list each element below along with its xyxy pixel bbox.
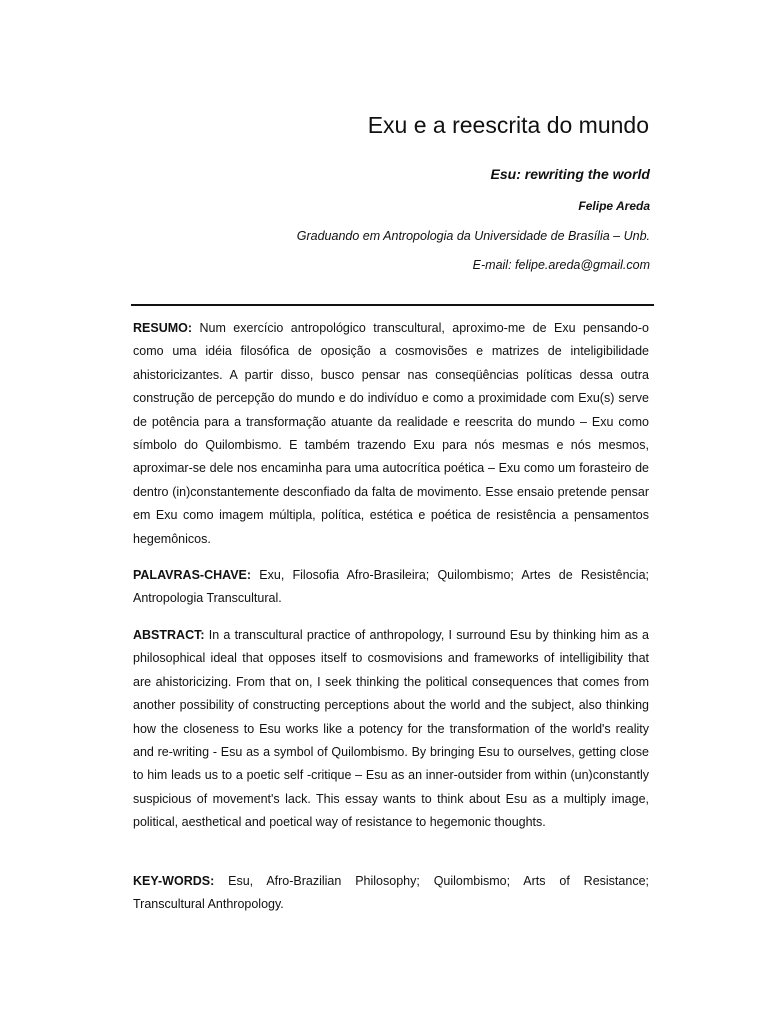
resumo-section	[133, 317, 649, 551]
resumo-text: Num exercício antropológico transcultural, aproximo-me de Exu pensando-o como uma idéia filosófica de oposição a cosmovisões e matrizes de inteligibilidade ahistoricizantes. A partir disso, busco pensar nas conseqüências políticas dessa outra construção de percepção do mundo e do indivíduo e como a proximidade com Exu(s) serve de potência para a transformação atuante da realidade e reescrita do mundo – Exu como símbolo do Quilombismo. E também trazendo Exu para nós mesmas e nós mesmos, aproximar-se dele nos encaminha para uma autocrítica poética – Exu como um forasteiro de dentro (in)constantemente desconfiado da falta de movimento. Esse ensaio pretende pensar em Exu como imagem múltipla, política, estética e poética de resistência a pensamentos hegemônicos.	[133, 321, 649, 546]
abstract-label: ABSTRACT:	[133, 628, 205, 642]
keywords-section	[133, 870, 649, 917]
author-email: E-mail: felipe.areda@gmail.com	[472, 258, 650, 272]
keywords-text: Esu, Afro-Brazilian Philosophy; Quilombismo; Arts of Resistance; Transcultural Anthropology.	[133, 874, 649, 912]
document-title: Exu e a reescrita do mundo	[367, 112, 649, 138]
author-affiliation: Graduando em Antropologia da Universidade de Brasília – Unb.	[296, 229, 650, 243]
keywords-label: KEY-WORDS:	[133, 874, 215, 888]
abstract-text: In a transcultural practice of anthropology, I surround Esu by thinking him as a philosophical ideal that opposes itself to cosmovisions and frameworks of intelligibility that are ahistoricizing. From that on, I seek thinking the political consequences that comes from another possibility of constructing perceptions about the world and the subject, also thinking how the closeness to Esu works like a potency for the transformation of the world's reality and re-writing - Esu as a symbol of Quilombismo. By bringing Esu to ourselves, getting close to him leads us to a poetic self -critique – Esu as an inner-outsider from within (un)constantly suspicious of movement's lack. This essay wants to think about Esu as a multiply image, political, aesthetical and poetical way of resistance to hegemonic thoughts.	[133, 628, 649, 830]
author-name: Felipe Areda	[578, 199, 650, 213]
header-divider	[131, 304, 654, 306]
document-subtitle: Esu: rewriting the world	[490, 166, 650, 182]
abstract-section	[133, 624, 649, 835]
palavras-chave-section	[133, 564, 649, 611]
palavras-chave-text: Exu, Filosofia Afro-Brasileira; Quilombismo; Artes de Resistência; Antropologia Transcultural.	[133, 568, 649, 606]
palavras-chave-label: PALAVRAS-CHAVE:	[133, 568, 252, 582]
resumo-label: RESUMO:	[133, 321, 193, 335]
